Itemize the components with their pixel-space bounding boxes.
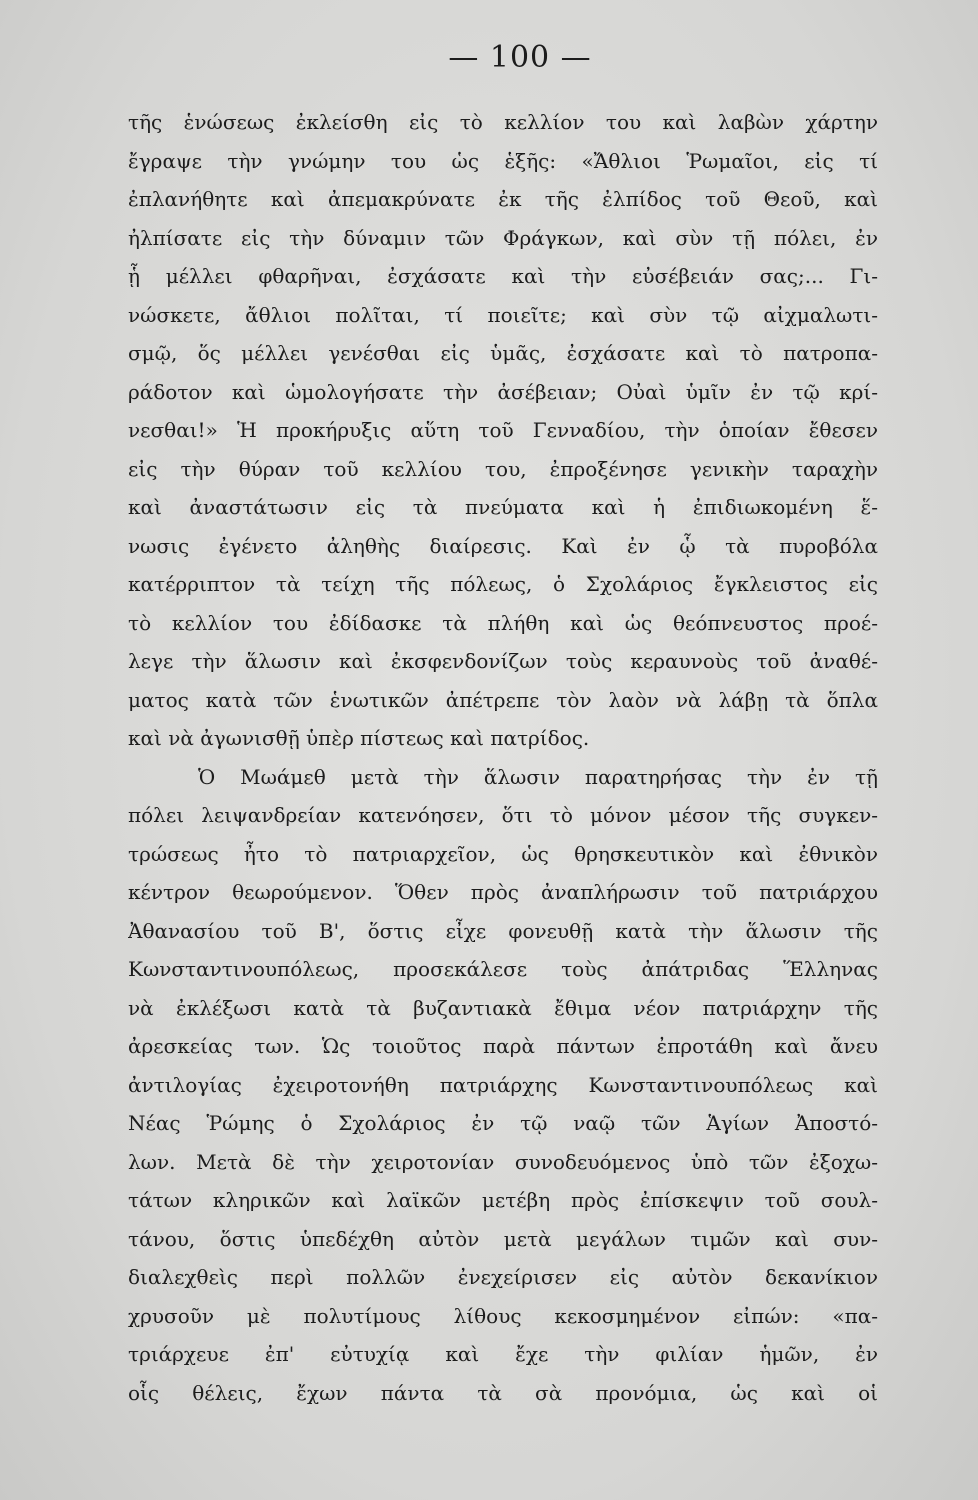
text-line: Ἀθανασίου τοῦ Β', ὅστις εἶχε φονευθῇ κατὰ τὴν ἅλωσιν τῆς xyxy=(128,918,878,943)
text-line-paragraph-end: καὶ νὰ ἀγωνισθῇ ὑπὲρ πίστεως καὶ πατρίδος. xyxy=(128,726,590,750)
text-line: ματος κατὰ τῶν ἑνωτικῶν ἀπέτρεπε τὸν λαὸν νὰ λάβῃ τὰ ὅπλα xyxy=(128,687,878,712)
page-number: — 100 — xyxy=(448,40,592,75)
text-line: πόλει λειψανδρείαν κατενόησεν, ὅτι τὸ μόνον μέσον τῆς συγκεν- xyxy=(128,803,878,827)
text-line: εἰς τὴν θύραν τοῦ κελλίου του, ἐπροξένησε γενικὴν ταραχὴν xyxy=(128,456,878,481)
text-line: κέντρον θεωρούμενον. Ὅθεν πρὸς ἀναπλήρωσιν τοῦ πατριάρχου xyxy=(128,880,878,904)
text-line: νωσις ἐγένετο ἀληθὴς διαίρεσις. Καὶ ἐν ᾧ τὰ πυροβόλα xyxy=(128,533,878,558)
text-line: νὰ ἐκλέξωσι κατὰ τὰ βυζαντιακὰ ἔθιμα νέον πατριάρχην τῆς xyxy=(128,995,878,1020)
text-line: νεσθαι!» Ἡ προκήρυξις αὕτη τοῦ Γενναδίου, τὴν ὁποίαν ἔθεσεν xyxy=(128,418,878,442)
text-line: ἀρεσκείας των. Ὡς τοιοῦτος παρὰ πάντων ἐπροτάθη καὶ ἄνευ xyxy=(128,1034,878,1058)
text-line: Νέας Ῥώμης ὁ Σχολάριος ἐν τῷ ναῷ τῶν Ἁγίων Ἀποστό- xyxy=(128,1111,878,1135)
body-text xyxy=(128,103,878,1412)
text-line: τὸ κελλίον του ἐδίδασκε τὰ πλήθη καὶ ὡς θεόπνευστος προέ- xyxy=(128,610,878,635)
text-line: λων. Μετὰ δὲ τὴν χειροτονίαν συνοδευόμενος ὑπὸ τῶν ἐξοχω- xyxy=(128,1149,878,1174)
text-line: ἐπλανήθητε καὶ ἀπεμακρύνατε ἐκ τῆς ἐλπίδος τοῦ Θεοῦ, καὶ xyxy=(128,187,878,211)
text-line: τριάρχευε ἐπ' εὐτυχίᾳ καὶ ἔχε τὴν φιλίαν ἡμῶν, ἐν xyxy=(128,1342,878,1366)
text-line: λεγε τὴν ἅλωσιν καὶ ἐκσφενδονίζων τοὺς κεραυνοὺς τοῦ ἀναθέ- xyxy=(128,649,878,673)
text-line: χρυσοῦν μὲ πολυτίμους λίθους κεκοσμημένον εἰπών: «πα- xyxy=(128,1303,878,1328)
text-line: ἀντιλογίας ἐχειροτονήθη πατριάρχης Κωνσταντινουπόλεως καὶ xyxy=(128,1072,878,1097)
text-line: τῆς ἑνώσεως ἐκλείσθη εἰς τὸ κελλίον του καὶ λαβὼν χάρτην xyxy=(128,110,878,134)
text-line: διαλεχθεὶς περὶ πολλῶν ἐνεχείρισεν εἰς αὐτὸν δεκανίκιον xyxy=(128,1265,878,1289)
text-line: ἠλπίσατε εἰς τὴν δύναμιν τῶν Φράγκων, καὶ σὺν τῇ πόλει, ἐν xyxy=(128,225,878,250)
text-line: τρώσεως ἦτο τὸ πατριαρχεῖον, ὡς θρησκευτικὸν καὶ ἐθνικὸν xyxy=(128,841,878,866)
text-line: τάνου, ὅστις ὑπεδέχθη αὐτὸν μετὰ μεγάλων τιμῶν καὶ συν- xyxy=(128,1226,878,1251)
text-line: σμῷ, ὅς μέλλει γενέσθαι εἰς ὑμᾶς, ἐσχάσατε καὶ τὸ πατροπα- xyxy=(128,341,878,365)
text-line: ἔγραψε τὴν γνώμην του ὡς ἑξῆς: «Ἄθλιοι Ῥωμαῖοι, εἰς τί xyxy=(128,148,878,173)
text-line: ᾗ μέλλει φθαρῆναι, ἐσχάσατε καὶ τὴν εὐσέβειάν σας;... Γι- xyxy=(128,264,878,288)
text-line: κατέρριπτον τὰ τείχη τῆς πόλεως, ὁ Σχολάριος ἔγκλειστος εἰς xyxy=(128,572,878,596)
text-line: Κωνσταντινουπόλεως, προσεκάλεσε τοὺς ἀπάτριδας Ἕλληνας xyxy=(128,957,878,981)
text-line: ράδοτον καὶ ὡμολογήσατε τὴν ἀσέβειαν; Οὐαὶ ὑμῖν ἐν τῷ κρί- xyxy=(128,379,878,404)
text-line: καὶ ἀναστάτωσιν εἰς τὰ πνεύματα καὶ ἡ ἐπιδιωκομένη ἕ- xyxy=(128,495,878,519)
text-line: τάτων κληρικῶν καὶ λαϊκῶν μετέβη πρὸς ἐπίσκεψιν τοῦ σουλ- xyxy=(128,1188,878,1212)
text-line: νώσκετε, ἄθλιοι πολῖται, τί ποιεῖτε; καὶ σὺν τῷ αἰχμαλωτι- xyxy=(128,302,878,327)
text-line: οἷς θέλεις, ἔχων πάντα τὰ σὰ προνόμια, ὡς καὶ οἱ xyxy=(128,1380,878,1405)
text-line-paragraph-start: Ὁ Μωάμεθ μετὰ τὴν ἅλωσιν παρατηρήσας τὴν ἐν τῇ xyxy=(198,764,878,789)
